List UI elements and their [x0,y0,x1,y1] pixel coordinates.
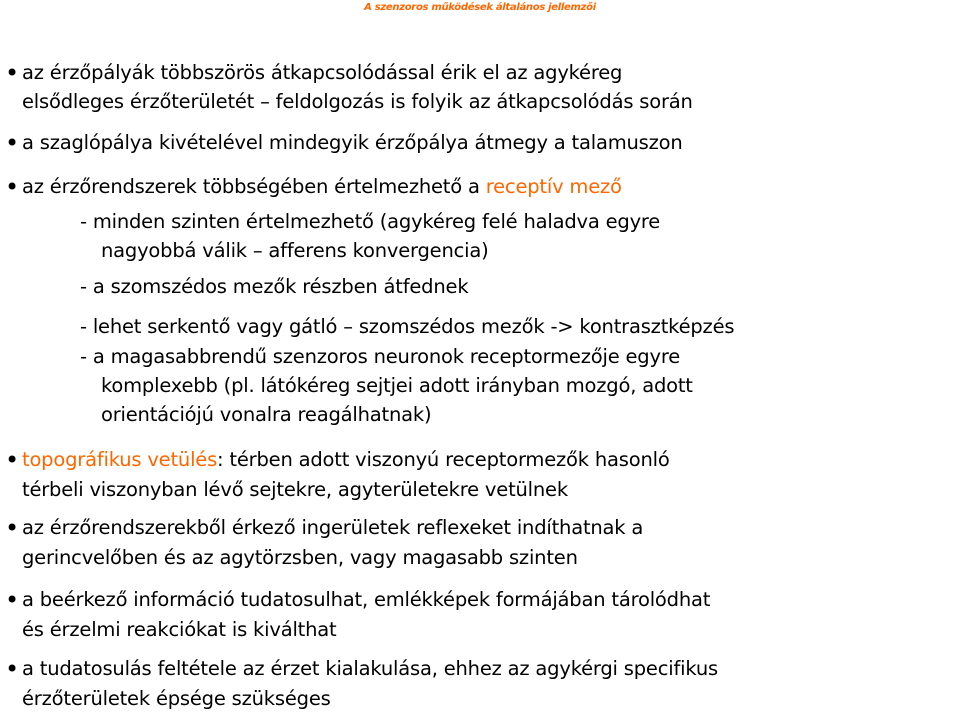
bullet-1-line-2: elsődleges érzőterületét – feldolgozás is folyik az átkapcsolódás során [22,90,693,113]
bullet-icon: • [5,129,20,157]
bullet-7-line-1: a tudatosulás feltétele az érzet kialakulása, ehhez az agykérgi specifikus [22,657,718,680]
bullet-icon: • [5,59,20,87]
bullet-4-line-2: térbeli viszonyban lévő sejtekre, agyterületekre vetülnek [22,478,568,501]
subitem-4-line-3: orientációjú vonalra reagálhatnak) [101,403,432,426]
topographic-projection-term: topográfikus vetülés [22,448,218,471]
receptive-field-term: receptív mező [485,175,622,198]
bullet-icon: • [5,586,20,614]
bullet-6-line-1: a beérkező információ tudatosulhat, emlékképek formájában tárolódhat [22,588,711,611]
bullet-5-line-2: gerincvelőben és az agytörzsben, vagy magasabb szinten [22,546,578,569]
subitem-1-line-2: nagyobbá válik – afferens konvergencia) [101,239,489,262]
bullet-icon: • [5,446,20,474]
subitem-4-line-2: komplexebb (pl. látókéreg sejtjei adott irányban mozgó, adott [101,374,693,397]
bullet-5-line-1: az érzőrendszerekből érkező ingerületek reflexeket indíthatnak a [22,516,644,539]
subitem-2-line-1: - a szomszédos mezők részben átfednek [80,275,469,298]
subitem-3-line-1: - lehet serkentő vagy gátló – szomszédos mezők -> kontrasztképzés [80,315,735,338]
bullet-icon: • [5,173,20,201]
bullet-4-text: : térben adott viszonyú receptormezők hasonló [217,448,670,471]
subitem-4-line-1: - a magasabbrendű szenzoros neuronok receptormezője egyre [80,345,681,368]
bullet-7-line-2: érzőterületek épsége szükséges [22,687,331,710]
bullet-3-text: az érzőrendszerek többségében értelmezhető a [22,175,486,198]
bullet-1-line-1: az érzőpályák többszörös átkapcsolódással érik el az agykéreg [22,61,623,84]
bullet-icon: • [5,514,20,542]
bullet-3-line-1 [22,172,622,202]
subitem-1-line-1: - minden szinten értelmezhető (agykéreg felé haladva egyre [80,210,661,233]
bullet-icon: • [5,655,20,683]
bullet-2-line-1: a szaglópálya kivételével mindegyik érzőpálya átmegy a talamuszon [22,131,683,154]
bullet-6-line-2: és érzelmi reakciókat is kiválthat [22,618,337,641]
bullet-4-line-1 [22,445,670,475]
slide-title: A szenzoros működések általános jellemzői [364,2,596,13]
